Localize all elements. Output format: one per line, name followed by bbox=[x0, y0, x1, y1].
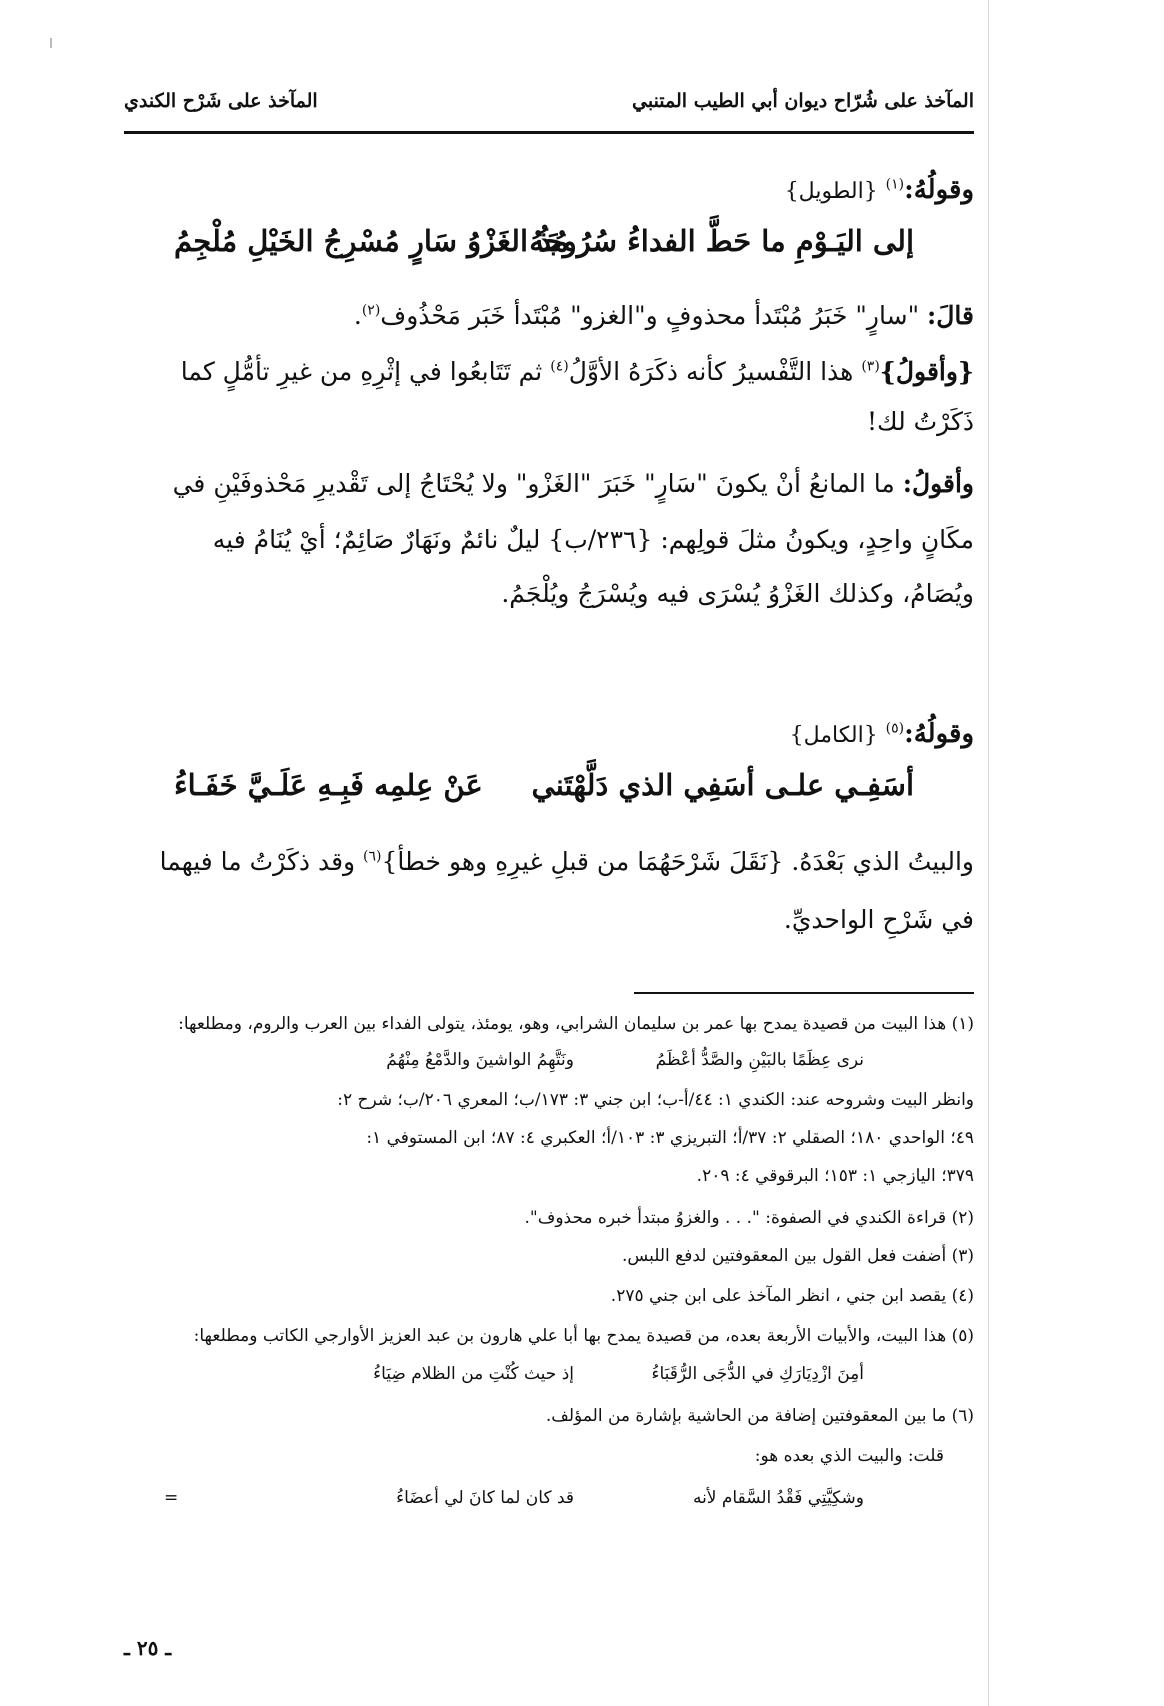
footnote-ref-3: (٣) bbox=[861, 358, 880, 375]
footnote-5-verse-right: أمِنَ ازْدِيَارَكِ في الدُّجَى الرُّقَبَاءُ bbox=[651, 1364, 864, 1384]
footnote-1-verse-right: نرى عِظَمًا بالبَيْنِ والصَّدُّ أعْظَمُ bbox=[655, 1050, 864, 1070]
header-rule bbox=[124, 131, 974, 134]
footnote-ref-4: (٤) bbox=[550, 358, 569, 375]
scan-mark bbox=[50, 38, 52, 48]
book-title: المآخذ على شُرّاح ديوان أبي الطيب المتنبي bbox=[632, 90, 974, 112]
footnote-1-line4: ٤٩؛ الواحدي ١٨٠؛ الصقلي ٢: ٣٧/أ؛ التبريزي ٣: ١٠٣/أ؛ العكبري ٤: ٨٧؛ ابن المستوفي ١: bbox=[366, 1128, 974, 1148]
section2-label: وقولُهُ: bbox=[904, 719, 974, 749]
section1-meter: {الطويل} bbox=[784, 179, 878, 204]
section1-qala: قالَ: "سارٍ" خَبَرُ مُبْتَدأ محذوفٍ و"الغزو" مُبْتَدأ خَبَر مَحْذُوف$^{(٢)}$. bbox=[353, 301, 974, 330]
section1-aqul2-line1 bbox=[124, 462, 974, 506]
section2-verse-left: عَنْ عِلمِه فَبِـهِ عَلَـيَّ خَفَـاءُ bbox=[174, 768, 483, 802]
page-number: ـ ٢٥ ـ bbox=[124, 1636, 172, 1660]
aqul1-text-b: ثم تَتَابعُوا في إثْرِهِ من غيرِ تأمُّلٍ كما bbox=[180, 357, 543, 386]
running-header bbox=[124, 90, 974, 130]
aqul2-label: وأقولُ: bbox=[902, 469, 974, 498]
aqul1-text-a: هذا التَّفْسيرُ كأنه ذكَرَهُ الأوَّلُ bbox=[568, 357, 854, 386]
footnote-2: (٢) قراءة الكندي في الصفوة: ". . . والغزوُ مبتدأ خبره محذوف". bbox=[524, 1208, 974, 1228]
margin-guide-line bbox=[988, 0, 989, 1706]
section1-aqul1-end bbox=[124, 400, 974, 444]
continuation-mark: = bbox=[164, 1488, 179, 1508]
footnote-6-note: قلت: والبيت الذي بعده هو: bbox=[754, 1446, 944, 1466]
footnote-3: (٣) أضفت فعل القول بين المعقوفتين لدفع اللبس. bbox=[622, 1246, 974, 1266]
aqul2-line2: مكَانٍ واحِدٍ، ويكونُ مثلَ قولِهم: {٢٣٦/ب} ليلٌ نائمٌ ونَهَارٌ صَائِمٌ؛ أيْ يُنَامُ فيه bbox=[212, 525, 974, 554]
section2-verse-right: أسَفِـي علـى أسَفِي الذي دَلَّهْتَني bbox=[531, 768, 914, 802]
footnotes bbox=[124, 1006, 974, 1626]
footnote-ref-1: (١) bbox=[885, 176, 905, 193]
footnote-5-line1: (٥) هذا البيت، والأبيات الأربعة بعده، من قصيدة يمدح بها أبا علي هارون بن عبد العزيز الأوارجي الكاتب ومطلعها: bbox=[193, 1326, 974, 1346]
footnote-1-line3: وانظر البيت وشروحه عند: الكندي ١: ٤٤/أ-ب؛ ابن جني ٣: ١٧٣/ب؛ المعري ٢٠٦/ب؛ شرح ٢: bbox=[337, 1090, 974, 1110]
footnote-5-verse-left: إذ حيث كُنْتِ من الظلام ضِيَاءُ bbox=[373, 1364, 574, 1384]
section2-line1 bbox=[124, 840, 974, 884]
section2-line1-a: والبيتُ الذي بَعْدَهُ. {نَقَلَ شَرْحَهُمَا من قبلِ غيرِهِ وهو خطأ} bbox=[381, 847, 974, 876]
aqul1-text-c: ذَكَرْتُ لك! bbox=[866, 407, 974, 436]
footnote-1-verse-left: ونَتَّهِمُ الواشينَ والدَّمْعُ مِنْهُمُ bbox=[386, 1050, 574, 1070]
footnote-rule bbox=[634, 992, 974, 994]
footnote-6-verse-right: وشكِيَّتِي فَقْدُ السَّقام لأنه bbox=[692, 1488, 864, 1508]
section1-aqul1 bbox=[124, 350, 974, 394]
aqul1-label: {وأقولُ} bbox=[879, 357, 974, 386]
footnote-6: (٦) ما بين المعقوفتين إضافة من الحاشية بإشارة من المؤلف. bbox=[545, 1406, 974, 1426]
section1-verse bbox=[124, 224, 974, 280]
aqul2-line1: ما المانعُ أنْ يكونَ "سَارٍ" خَبَرَ "الغَزْو" ولا يُحْتَاجُ إلى تَقْديرِ مَحْذوفَيْنِ في bbox=[172, 469, 895, 498]
chapter-title: المآخذ على شَرْح الكندي bbox=[124, 90, 318, 112]
section1-heading bbox=[124, 168, 974, 214]
section1-aqul2-line2 bbox=[124, 518, 974, 562]
section2-line1-b: وقد ذكَرْتُ ما فيهما bbox=[159, 847, 356, 876]
section2-meter: {الكامل} bbox=[789, 723, 878, 748]
footnote-6-verse-left: قد كان لما كانَ لي أعضَاءُ bbox=[396, 1488, 574, 1508]
section2-line2-text: في شَرْحِ الواحديِّ. bbox=[783, 905, 974, 934]
footnote-ref-6: (٦) bbox=[363, 848, 382, 865]
section2-heading bbox=[124, 712, 974, 758]
section1-verse-right: إلى اليَـوْمِ ما حَطَّ الفداءُ سُرُوجَهُ bbox=[529, 224, 914, 258]
footnote-4: (٤) يقصد ابن جني ، انظر المآخذ على ابن جني ٢٧٥. bbox=[610, 1286, 974, 1306]
section1-label: وقولُهُ: bbox=[904, 175, 974, 205]
qala-label: قالَ: bbox=[927, 301, 974, 330]
section1-verse-left: مُذُ الغَزْوُ سَارٍ مُسْرِجُ الخَيْلِ مُلْجِمُ bbox=[174, 224, 569, 258]
footnote-ref-2: (٢) bbox=[361, 302, 381, 319]
footnote-1-line1: (١) هذا البيت من قصيدة يمدح بها عمر بن سليمان الشرابي، وهو، يومئذ، يتولى الفداء بين العرب والروم، ومطلعها: bbox=[178, 1014, 974, 1034]
section1-aqul2-line3 bbox=[124, 572, 974, 616]
qala-text: "سارٍ" خَبَرُ مُبْتَدأ محذوفٍ و"الغزو" مُبْتَدأ خَبَر مَحْذُوف bbox=[380, 301, 920, 330]
footnote-1-line5: ٣٧٩؛ اليازجي ١: ١٥٣؛ البرقوقي ٤: ٢٠٩. bbox=[696, 1166, 974, 1186]
section2-verse bbox=[124, 768, 974, 824]
aqul2-line3: ويُصَامُ، وكذلك الغَزْوُ يُسْرَى فيه ويُسْرَجُ ويُلْجَمُ. bbox=[501, 579, 974, 608]
section2-line2 bbox=[124, 898, 974, 942]
footnote-ref-5: (٥) bbox=[885, 720, 905, 737]
